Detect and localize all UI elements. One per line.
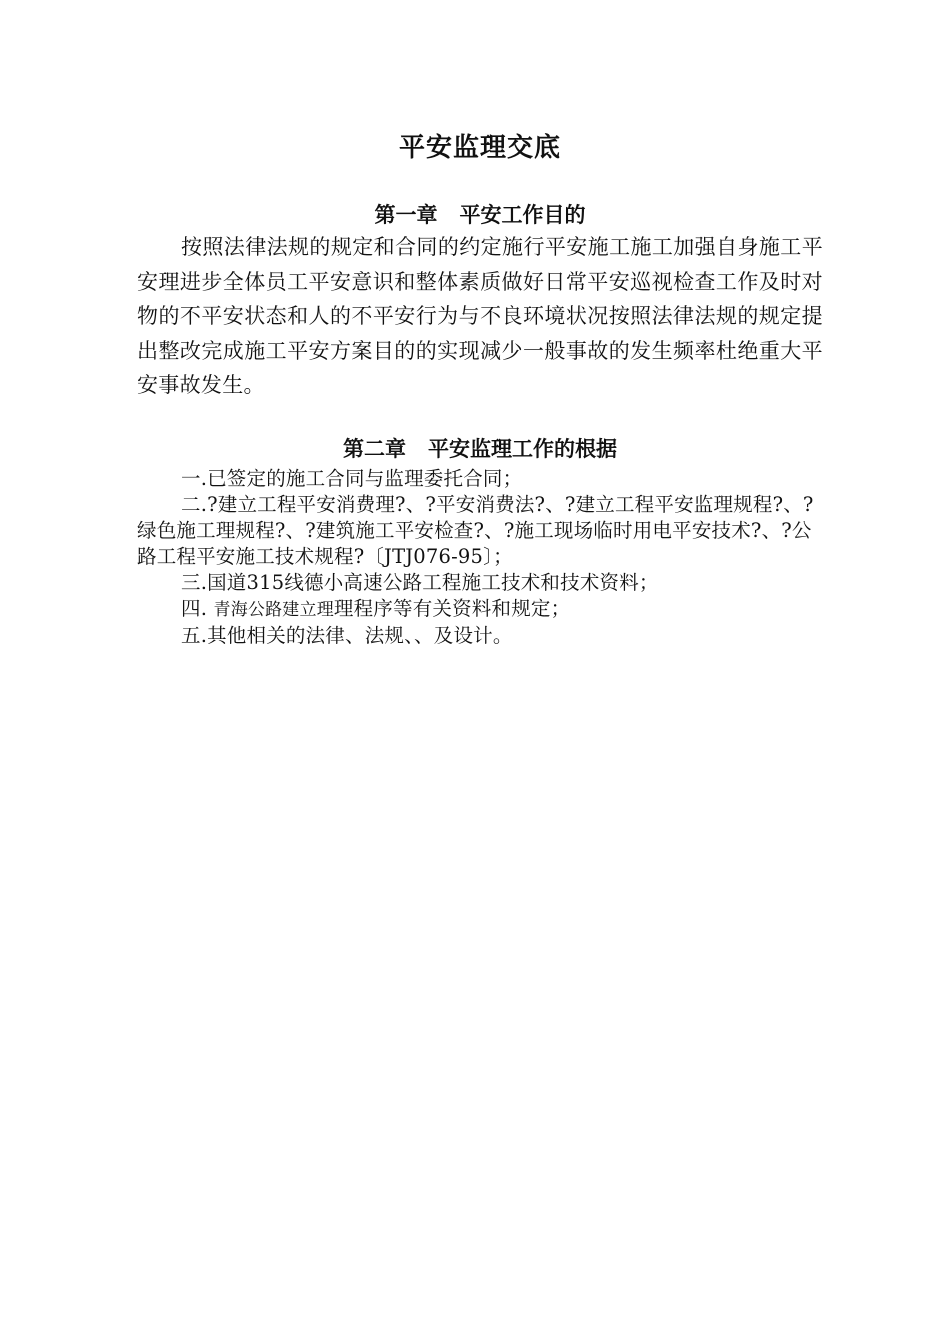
basis-item-3: 三.国道315线德小高速公路工程施工技术和技术资料； bbox=[181, 570, 659, 594]
basis-item-1: 一.已签定的施工合同与监理委托合同； bbox=[181, 466, 523, 490]
basis-item-2: 二.?建立工程平安消费理?、?平安消费法?、?建立工程平安监理规程?、?绿色施工理规程?、?建筑施工平安检查?、?施工现场临时用电平安技术?、?公路工程平安施工技术规程?〔JTJ076-95〕； bbox=[137, 492, 814, 568]
chapter-1-heading bbox=[137, 200, 823, 230]
chapter-1-paragraph: 按照法律法规的规定和合同的约定施行平安施工施工加强自身施工平安理进步全体员工平安意识和整体素质做好日常平安巡视检查工作及时对物的不平安状态和人的不平安行为与不良环境状况按照法律法规的规定提出整改完成施工平安方案目的的实现减少一般事故的发生频率杜绝重大平安事故发生。 bbox=[137, 235, 823, 397]
basis-list bbox=[137, 466, 823, 649]
basis-item-5: 五.其他相关的法律、法规、、及设计。 bbox=[181, 623, 513, 647]
document-title: 平安监理交底 bbox=[398, 133, 561, 163]
chapter-2-title: 平安监理工作的根据 bbox=[428, 435, 617, 461]
chapter-1-number: 第一章 bbox=[374, 202, 438, 227]
basis-item-4 bbox=[137, 596, 823, 623]
basis-item-4-prefix: 四. bbox=[181, 596, 214, 620]
document-content bbox=[137, 128, 823, 649]
chapter-2-number: 第二章 bbox=[343, 435, 406, 461]
basis-item-4-rest: 理程序等有关资料和规定； bbox=[333, 596, 571, 620]
chapter-2-heading bbox=[137, 434, 823, 464]
chapter-1-title: 平安工作目的 bbox=[459, 202, 586, 227]
basis-item-4-small-text: 青海公路建立理 bbox=[213, 599, 334, 620]
